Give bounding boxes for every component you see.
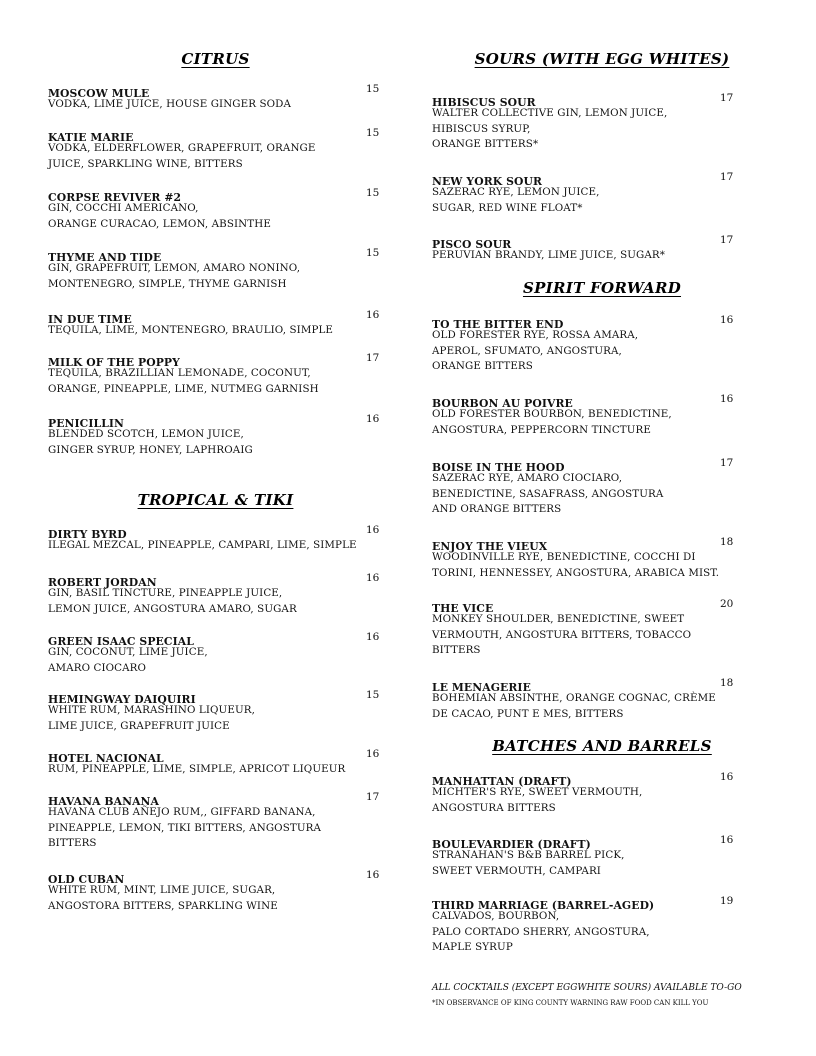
menu-item-header	[432, 770, 772, 788]
cocktail-name: BOURBON AU POIVRE	[432, 397, 573, 410]
menu-item-header	[48, 747, 383, 765]
menu-item	[48, 688, 383, 734]
menu-item-header	[432, 894, 772, 912]
cocktail-price: 16	[720, 771, 734, 783]
menu-item-header	[432, 456, 772, 474]
cocktail-ingredients: WHITE RUM, MARASHINO LIQUEUR, LIME JUICE, GRAPEFRUIT JUICE	[48, 704, 255, 732]
menu-item	[48, 351, 383, 397]
cocktail-ingredients: WHITE RUM, MINT, LIME JUICE, SUGAR, ANGOSTORA BITTERS, SPARKLING WINE	[48, 884, 278, 912]
menu-item-header	[432, 392, 772, 410]
cocktail-name: OLD CUBAN	[48, 873, 125, 886]
cocktail-price: 17	[720, 234, 734, 246]
cocktail-ingredients: TEQUILA, LIME, MONTENEGRO, BRAULIO, SIMPLE	[48, 324, 334, 336]
menu-item	[48, 571, 383, 617]
menu-item	[432, 535, 772, 581]
menu-item	[432, 833, 772, 879]
menu-item-header	[48, 246, 383, 264]
cocktail-ingredients: VODKA, ELDERFLOWER, GRAPEFRUIT, ORANGE JUICE, SPARKLING WINE, BITTERS	[48, 142, 316, 170]
cocktail-ingredients: OLD FORESTER BOURBON, BENEDICTINE, ANGOSTURA, PEPPERCORN TINCTURE	[432, 408, 672, 436]
menu-item	[432, 456, 772, 518]
cocktail-ingredients: SAZERAC RYE, LEMON JUICE, SUGAR, RED WINE FLOAT*	[432, 186, 600, 214]
menu-item-header	[48, 308, 383, 326]
menu-item-header	[432, 233, 772, 251]
cocktail-name: DIRTY BYRD	[48, 528, 127, 541]
cocktail-name: NEW YORK SOUR	[432, 175, 543, 188]
cocktail-name: TO THE BITTER END	[432, 318, 564, 331]
cocktail-ingredients: BOHEMIAN ABSINTHE, ORANGE COGNAC, CRÈME DE CACAO, PUNT E MES, BITTERS	[432, 692, 716, 720]
cocktail-ingredients: CALVADOS, BOURBON, PALO CORTADO SHERRY, ANGOSTURA, MAPLE SYRUP	[432, 910, 650, 954]
cocktail-price: 16	[720, 314, 734, 326]
menu-item-header	[48, 688, 383, 706]
cocktail-price: 17	[720, 92, 734, 104]
menu-item	[48, 790, 383, 852]
menu-item	[432, 597, 772, 659]
cocktail-name: HAVANA BANANA	[48, 795, 160, 808]
cocktail-price: 16	[366, 748, 380, 760]
section-title-sours: SOURS (WITH EGG WHITES)	[474, 50, 730, 68]
cocktail-ingredients: RUM, PINEAPPLE, LIME, SIMPLE, APRICOT LIQUEUR	[48, 763, 346, 775]
cocktail-price: 18	[720, 677, 734, 689]
cocktail-name: MILK OF THE POPPY	[48, 356, 180, 369]
cocktail-name: MANHATTAN (DRAFT)	[432, 775, 572, 788]
cocktail-name: PISCO SOUR	[432, 238, 512, 251]
cocktail-name: KATIE MARIE	[48, 131, 134, 144]
cocktail-name: CORPSE REVIVER #2	[48, 191, 182, 204]
cocktail-name: BOULEVARDIER (DRAFT)	[432, 838, 591, 851]
menu-item	[48, 412, 383, 458]
cocktail-price: 15	[366, 187, 380, 199]
cocktail-ingredients: VODKA, LIME JUICE, HOUSE GINGER SODA	[48, 98, 292, 110]
cocktail-ingredients: HAVANA CLUB AÑEJO RUM,, GIFFARD BANANA, PINEAPPLE, LEMON, TIKI BITTERS, ANGOSTURA BITTERS	[48, 806, 321, 850]
cocktail-ingredients: MICHTER'S RYE, SWEET VERMOUTH, ANGOSTURA BITTERS	[432, 786, 643, 814]
cocktail-price: 16	[366, 413, 380, 425]
menu-item	[48, 630, 383, 676]
section-title-spirit-forward: SPIRIT FORWARD	[522, 279, 682, 297]
cocktail-ingredients: STRANAHAN'S B&B BARREL PICK, SWEET VERMOUTH, CAMPARI	[432, 849, 625, 877]
section-title-citrus: CITRUS	[181, 50, 250, 68]
menu-item	[432, 770, 772, 816]
cocktail-price: 17	[720, 457, 734, 469]
menu-item-header	[48, 630, 383, 648]
cocktail-ingredients: WOODINVILLE RYE, BENEDICTINE, COCCHI DI TORINI, HENNESSEY, ANGOSTURA, ARABICA MIST.	[432, 551, 720, 579]
cocktail-ingredients: PERUVIAN BRANDY, LIME JUICE, SUGAR*	[432, 249, 665, 261]
cocktail-price: 15	[366, 83, 380, 95]
menu-item	[48, 308, 383, 339]
cocktail-ingredients: MONKEY SHOULDER, BENEDICTINE, SWEET VERMOUTH, ANGOSTURA BITTERS, TOBACCO BITTERS	[432, 613, 692, 657]
cocktail-ingredients: WALTER COLLECTIVE GIN, LEMON JUICE, HIBISCUS SYRUP, ORANGE BITTERS*	[432, 107, 668, 151]
cocktail-price: 20	[720, 598, 734, 610]
cocktail-ingredients: BLENDED SCOTCH, LEMON JUICE, GINGER SYRUP, HONEY, LAPHROAIG	[48, 428, 253, 456]
cocktail-ingredients: SAZERAC RYE, AMARO CIOCIARO, BENEDICTINE, SASAFRASS, ANGOSTURA AND ORANGE BITTERS	[432, 472, 664, 516]
cocktail-price: 17	[366, 791, 380, 803]
menu-item-header	[48, 412, 383, 430]
cocktail-ingredients: GIN, BASIL TINCTURE, PINEAPPLE JUICE, LEMON JUICE, ANGOSTURA AMARO, SUGAR	[48, 587, 297, 615]
menu-item	[48, 186, 383, 232]
menu-item-header	[48, 126, 383, 144]
menu-item	[432, 676, 772, 722]
menu-item-header	[432, 535, 772, 553]
cocktail-name: ROBERT JORDAN	[48, 576, 157, 589]
menu-item	[432, 233, 772, 264]
menu-item-header	[432, 597, 772, 615]
cocktail-price: 16	[366, 631, 380, 643]
menu-item	[432, 170, 772, 216]
menu-item-header	[48, 790, 383, 808]
section-title-batches: BATCHES AND BARRELS	[492, 737, 712, 755]
cocktail-price: 15	[366, 127, 380, 139]
menu-item-header	[48, 868, 383, 886]
cocktail-name: PENICILLIN	[48, 417, 125, 430]
cocktail-name: THYME AND TIDE	[48, 251, 162, 264]
section-title-tropical: TROPICAL & TIKI	[137, 491, 294, 509]
cocktail-price: 15	[366, 247, 380, 259]
cocktail-name: HIBISCUS SOUR	[432, 96, 536, 109]
cocktail-name: LE MENAGERIE	[432, 681, 531, 694]
menu-item-header	[432, 833, 772, 851]
cocktail-name: IN DUE TIME	[48, 313, 132, 326]
menu-item-header	[432, 313, 772, 331]
menu-item	[432, 894, 772, 956]
cocktail-name: MOSCOW MULE	[48, 87, 150, 100]
menu-item	[432, 91, 772, 153]
menu-item-header	[48, 571, 383, 589]
menu-item	[48, 868, 383, 914]
cocktail-name: THIRD MARRIAGE (BARREL-AGED)	[432, 899, 655, 912]
cocktail-name: THE VICE	[432, 602, 494, 615]
menu-item-header	[432, 170, 772, 188]
cocktail-price: 16	[366, 572, 380, 584]
cocktail-ingredients: GIN, GRAPEFRUIT, LEMON, AMARO NONINO, MONTENEGRO, SIMPLE, THYME GARNISH	[48, 262, 301, 290]
menu-item	[48, 82, 383, 113]
cocktail-price: 17	[366, 352, 380, 364]
cocktail-name: HEMINGWAY DAIQUIRI	[48, 693, 196, 706]
cocktail-name: HOTEL NACIONAL	[48, 752, 164, 765]
cocktail-name: BOISE IN THE HOOD	[432, 461, 565, 474]
menu-item-header	[48, 82, 383, 100]
menu-item-header	[432, 676, 772, 694]
menu-item-header	[48, 523, 383, 541]
cocktail-price: 16	[366, 869, 380, 881]
menu-item	[48, 523, 383, 554]
cocktail-price: 15	[366, 689, 380, 701]
cocktail-ingredients: GIN, COCONUT, LIME JUICE, AMARO CIOCARO	[48, 646, 208, 674]
menu-item-header	[432, 91, 772, 109]
cocktail-price: 17	[720, 171, 734, 183]
togo-note: ALL COCKTAILS (EXCEPT EGGWHITE SOURS) AVAILABLE TO-GO	[432, 983, 742, 993]
menu-item	[432, 392, 772, 438]
cocktail-ingredients: TEQUILA, BRAZILLIAN LEMONADE, COCONUT, ORANGE, PINEAPPLE, LIME, NUTMEG GARNISH	[48, 367, 319, 395]
cocktail-price: 16	[366, 309, 380, 321]
cocktail-price: 16	[720, 834, 734, 846]
menu-item	[48, 747, 383, 778]
cocktail-price: 16	[366, 524, 380, 536]
menu-item	[48, 246, 383, 292]
menu-item-header	[48, 351, 383, 369]
cocktail-name: GREEN ISAAC SPECIAL	[48, 635, 194, 648]
cocktail-price: 16	[720, 393, 734, 405]
cocktail-ingredients: GIN, COCCHI AMERICANO, ORANGE CURACAO, LEMON, ABSINTHE	[48, 202, 271, 230]
menu-item-header	[48, 186, 383, 204]
cocktail-name: ENJOY THE VIEUX	[432, 540, 548, 553]
menu-item	[48, 126, 383, 172]
cocktail-ingredients: ILEGAL MEZCAL, PINEAPPLE, CAMPARI, LIME, SIMPLE	[48, 539, 357, 551]
cocktail-price: 19	[720, 895, 734, 907]
menu-item	[432, 313, 772, 375]
cocktail-ingredients: OLD FORESTER RYE, ROSSA AMARA, APEROL, SFUMATO, ANGOSTURA, ORANGE BITTERS	[432, 329, 639, 373]
cocktail-price: 18	[720, 536, 734, 548]
raw-food-warning: *IN OBSERVANCE OF KING COUNTY WARNING RAW FOOD CAN KILL YOU	[432, 999, 709, 1007]
